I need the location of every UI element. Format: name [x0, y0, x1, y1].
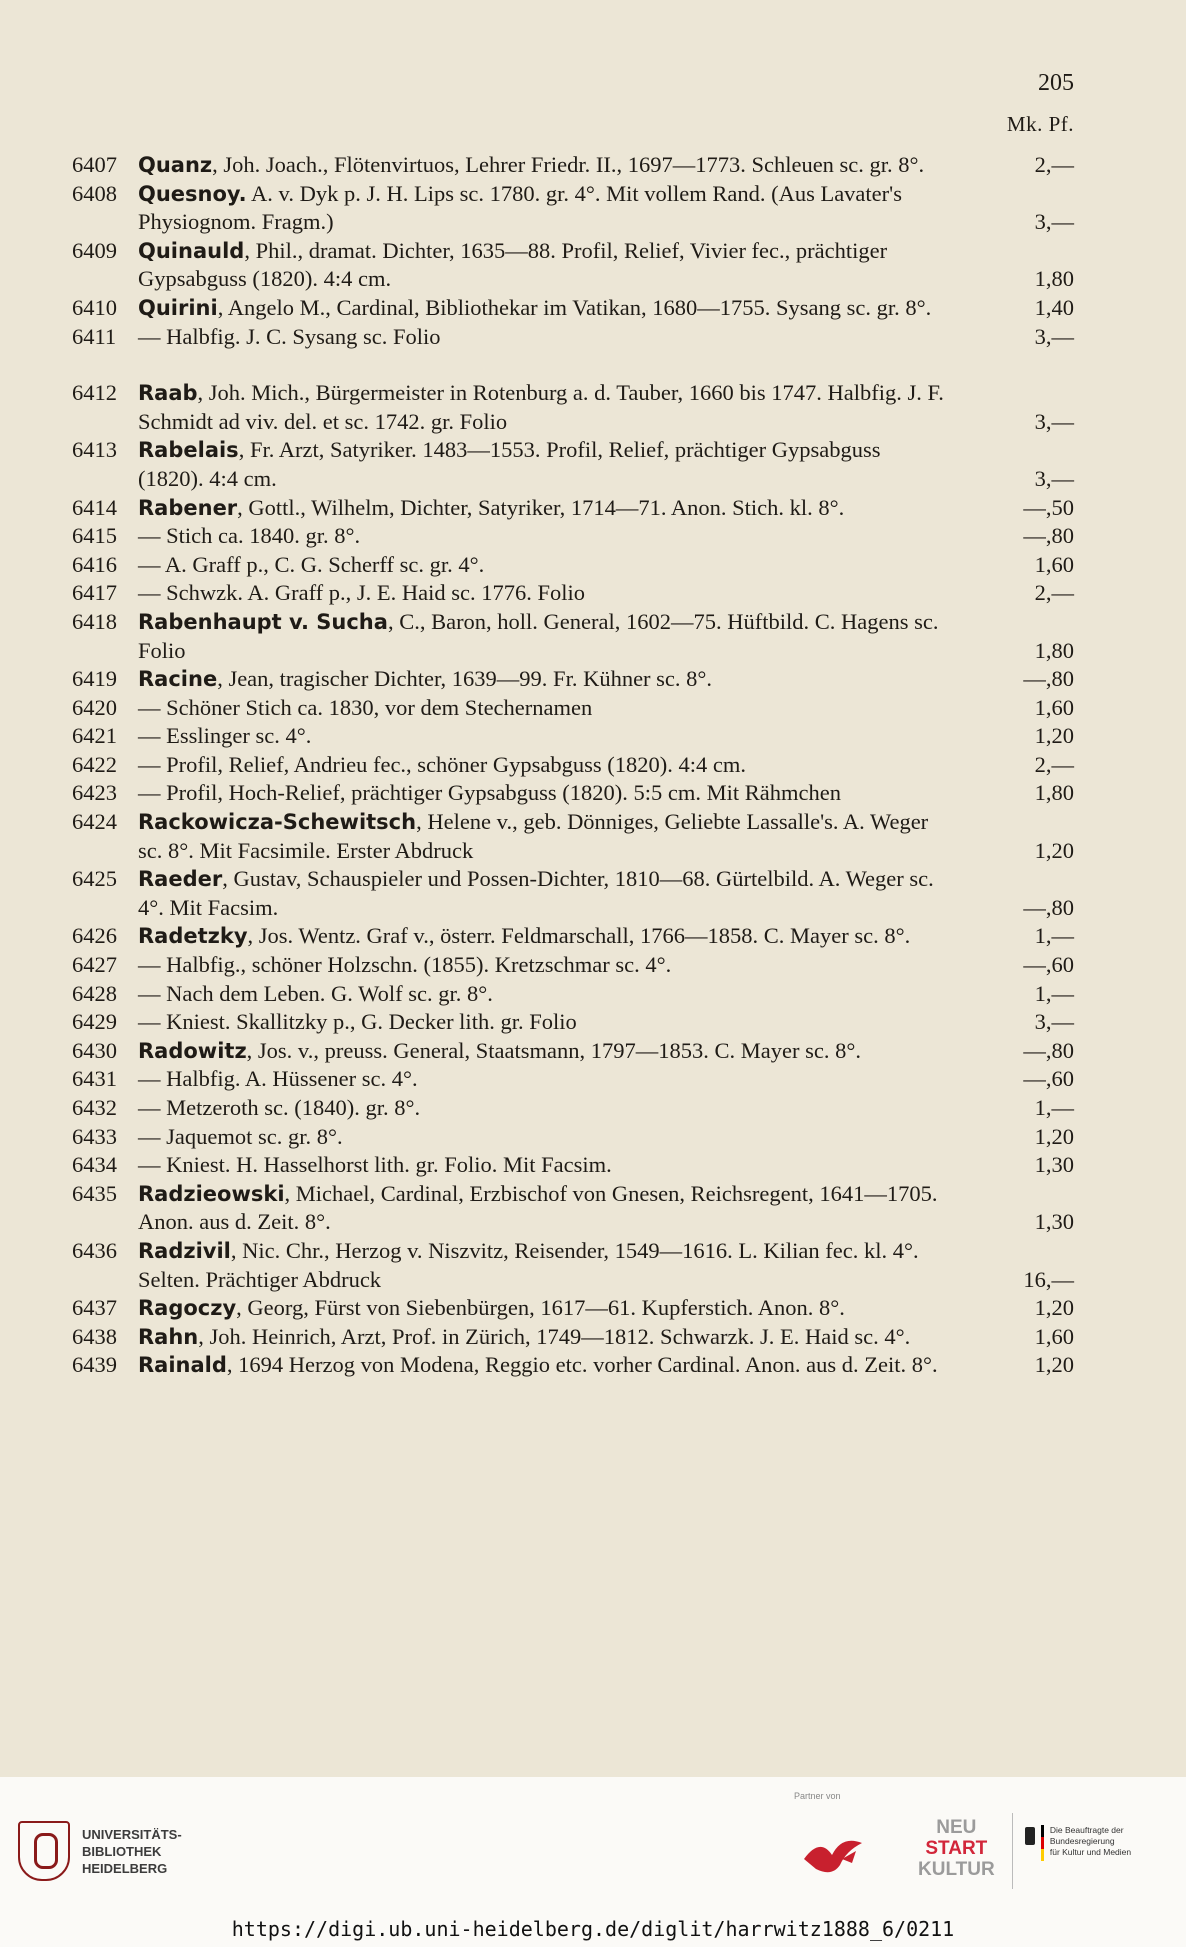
university-library-logo[interactable]: [18, 1821, 182, 1881]
neustart-line2: START: [925, 1838, 988, 1859]
entry-text: , Angelo M., Cardinal, Bibliothekar im Vatikan, 1680—1755. Sysang sc. gr. 8°.: [217, 294, 932, 320]
entry-number: 6426: [72, 923, 117, 949]
catalog-entry: [72, 1237, 1074, 1294]
entry-price: 1,30: [1034, 1209, 1074, 1235]
entry-text: — Profil, Hoch-Relief, prächtiger Gypsabguss (1820). 5:5 cm. Mit Rähmchen: [138, 780, 841, 806]
entry-name: Radzieowski: [138, 1181, 285, 1206]
entry-number: 6412: [72, 380, 117, 406]
entry-number: 6414: [72, 494, 117, 520]
entry-description: [138, 151, 964, 180]
entry-number: 6416: [72, 551, 117, 577]
entry-number: 6430: [72, 1037, 117, 1063]
entry-description: [138, 579, 964, 608]
entry-number: 6435: [72, 1180, 117, 1206]
catalog-entry: [72, 1065, 1074, 1094]
catalog-entry: [72, 1294, 1074, 1323]
entry-number: 6419: [72, 666, 117, 692]
partner-label: Partner von: [794, 1791, 841, 1801]
catalog-entry: [72, 694, 1074, 723]
catalog-entry: [72, 522, 1074, 551]
uni-name-line3: HEIDELBERG: [82, 1860, 168, 1876]
entry-price: 1,80: [1034, 637, 1074, 663]
entry-price: 1,80: [1034, 780, 1074, 806]
entry-name: Rainald: [138, 1353, 227, 1378]
entry-description: [138, 722, 964, 751]
entry-description: [138, 551, 964, 580]
neustart-line1: NEU: [936, 1817, 977, 1838]
entry-text: — Halbfig., schöner Holzschn. (1855). Kretzschmar sc. 4°.: [138, 952, 672, 978]
entry-price: 1,30: [1034, 1152, 1074, 1178]
entry-number: 6421: [72, 723, 117, 749]
catalog-entry: [72, 1323, 1074, 1352]
entry-description: [138, 1037, 964, 1066]
federal-eagle-icon: [1025, 1827, 1035, 1845]
entry-list: [72, 151, 1074, 1380]
entry-number: 6439: [72, 1352, 117, 1378]
catalog-entry: [72, 151, 1074, 180]
entry-number: 6413: [72, 437, 117, 463]
catalog-entry: [72, 922, 1074, 951]
entry-price: —,50: [1023, 494, 1074, 520]
library-seal-icon: [18, 1821, 70, 1881]
entry-number: 6422: [72, 751, 117, 777]
entry-price: 1,—: [1034, 1095, 1074, 1120]
entry-number: 6433: [72, 1123, 117, 1149]
entry-description: [138, 1151, 964, 1180]
entry-text: , Joh. Heinrich, Arzt, Prof. in Zürich, 1749—1812. Schwarzk. J. E. Haid sc. 4°.: [198, 1323, 911, 1349]
entry-number: 6428: [72, 980, 117, 1006]
catalog-entry: [72, 865, 1074, 922]
entry-price: 2,—: [1034, 580, 1074, 606]
entry-number: 6407: [72, 152, 117, 177]
catalog-entry: [72, 237, 1074, 294]
entry-number: 6409: [72, 237, 117, 263]
catalog-entry: [72, 722, 1074, 751]
entry-price: —,80: [1023, 523, 1074, 549]
entry-number: 6434: [72, 1152, 117, 1178]
catalog-entry: [72, 1180, 1074, 1237]
german-flag-icon: [1041, 1825, 1044, 1861]
entry-number: 6429: [72, 1009, 117, 1035]
entry-text: , Gustav, Schauspieler und Possen-Dichter, 1810—68. Gürtelbild. A. Weger sc. 4°. Mit Facsim.: [138, 866, 934, 920]
entry-number: 6425: [72, 866, 117, 892]
catalog-entry: [72, 1151, 1074, 1180]
entry-description: [138, 1094, 964, 1123]
neustart-kultur-logo[interactable]: [918, 1817, 995, 1880]
entry-price: 1,—: [1034, 980, 1074, 1006]
entry-text: — Profil, Relief, Andrieu fec., schöner Gypsabguss (1820). 4:4 cm.: [138, 751, 747, 777]
entry-text: — Esslinger sc. 4°.: [138, 723, 312, 749]
catalog-entry: [72, 808, 1074, 865]
entry-price: 1,60: [1034, 694, 1074, 720]
entry-price: 1,60: [1034, 1323, 1074, 1349]
gov-line1: Die Beauftragte der Bundesregierung: [1049, 1825, 1124, 1846]
uni-name-line2: BIBLIOTHEK: [82, 1843, 162, 1859]
entry-text: , Fr. Arzt, Satyriker. 1483—1553. Profil, Relief, prächtiger Gypsabguss (1820). 4:4 cm.: [138, 437, 881, 491]
entry-number: 6431: [72, 1066, 117, 1092]
entry-number: 6436: [72, 1237, 117, 1263]
entry-number: 6418: [72, 608, 117, 634]
uni-name-line1: UNIVERSITÄTS-: [82, 1826, 182, 1842]
catalog-entry: [72, 1351, 1074, 1380]
entry-description: [138, 1351, 964, 1380]
section-gap: [72, 351, 1074, 379]
entry-name: Quinauld: [138, 238, 245, 263]
entry-text: — Jaquemot sc. gr. 8°.: [138, 1123, 343, 1149]
footer-bar: [0, 1777, 1186, 1947]
entry-description: [138, 323, 964, 352]
entry-text: — Kniest. Skallitzky p., G. Decker lith. gr. Folio: [138, 1009, 577, 1035]
entry-text: — A. Graff p., C. G. Scherff sc. gr. 4°.: [138, 551, 485, 577]
entry-text: , Jos. Wentz. Graf v., österr. Feldmarschall, 1766—1858. C. Mayer sc. 8°.: [247, 923, 911, 949]
entry-number: 6411: [72, 323, 117, 349]
entry-price: 3,—: [1034, 323, 1074, 349]
entry-description: [138, 1065, 964, 1094]
catalog-entry: [72, 579, 1074, 608]
entry-text: , Helene v., geb. Dönniges, Geliebte Lassalle's. A. Weger sc. 8°. Mit Facsimile. Erster Abdruck: [138, 809, 929, 863]
catalog-entry: [72, 294, 1074, 323]
entry-number: 6432: [72, 1095, 117, 1120]
entry-text: A. v. Dyk p. J. H. Lips sc. 1780. gr. 4°. Mit vollem Rand. (Aus Lavater's Physiognom. Fragm.): [138, 180, 902, 235]
entry-description: [138, 1237, 964, 1294]
entry-price: 1,20: [1034, 723, 1074, 749]
gov-line2: für Kultur und Medien: [1049, 1847, 1132, 1857]
entry-description: [138, 522, 964, 551]
entry-description: [138, 1123, 964, 1152]
catalog-entry: [72, 180, 1074, 237]
entry-price: 3,—: [1034, 209, 1074, 235]
entry-text: — Schöner Stich ca. 1830, vor dem Stechernamen: [138, 694, 593, 720]
entry-description: [138, 294, 964, 323]
entry-text: — Halbfig. J. C. Sysang sc. Folio: [138, 323, 441, 349]
entry-name: Radowitz: [138, 1038, 247, 1063]
entry-text: , Jean, tragischer Dichter, 1639—99. Fr. Kühner sc. 8°.: [217, 666, 713, 692]
entry-name: Quanz: [138, 153, 213, 177]
entry-number: 6420: [72, 694, 117, 720]
entry-description: [138, 694, 964, 723]
catalog-entry: [72, 665, 1074, 694]
entry-number: 6415: [72, 523, 117, 549]
source-url[interactable]: https://digi.ub.uni-heidelberg.de/diglit/harrwitz1888_6/0211: [231, 1917, 955, 1941]
entry-description: [138, 1323, 964, 1352]
entry-name: Rabener: [138, 495, 238, 520]
entry-number: 6408: [72, 180, 117, 206]
federal-culture-logo[interactable]: [1012, 1813, 1163, 1889]
entry-name: Radetzky: [138, 924, 248, 949]
entry-text: — Kniest. H. Hasselhorst lith. gr. Folio. Mit Facsim.: [138, 1152, 612, 1178]
entry-price: 3,—: [1034, 1009, 1074, 1035]
entry-text: , Joh. Joach., Flötenvirtuos, Lehrer Friedr. II., 1697—1773. Schleuen sc. gr. 8°.: [212, 152, 925, 177]
catalog-entry: [72, 1037, 1074, 1066]
entry-number: 6427: [72, 952, 117, 978]
entry-price: —,60: [1023, 952, 1074, 978]
entry-price: 1,—: [1034, 923, 1074, 949]
entry-name: Rahn: [138, 1324, 199, 1349]
entry-price: 16,—: [1023, 1266, 1074, 1292]
entry-description: [138, 751, 964, 780]
entry-price: —,60: [1023, 1066, 1074, 1092]
entry-number: 6410: [72, 294, 117, 320]
entry-price: 2,—: [1034, 751, 1074, 777]
entry-description: [138, 951, 964, 980]
entry-number: 6437: [72, 1295, 117, 1321]
entry-name: Rackowicza-Schewitsch: [138, 810, 417, 835]
catalog-entry: [72, 379, 1074, 436]
entry-description: [138, 1180, 964, 1237]
catalog-entry: [72, 1094, 1074, 1123]
entry-text: , Joh. Mich., Bürgermeister in Rotenburg a. d. Tauber, 1660 bis 1747. Halbfig. J. F. Schmidt ad viv. del. et sc. 1742. gr. Folio: [138, 380, 944, 434]
catalog-entry: [72, 436, 1074, 493]
entry-text: , Georg, Fürst von Siebenbürgen, 1617—61. Kupferstich. Anon. 8°.: [236, 1295, 845, 1321]
partner-bird-logo-icon[interactable]: [802, 1829, 866, 1883]
entry-text: — Stich ca. 1840. gr. 8°.: [138, 523, 361, 549]
entry-text: , C., Baron, holl. General, 1602—75. Hüftbild. C. Hagens sc. Folio: [138, 608, 939, 663]
entry-name: Racine: [138, 667, 218, 692]
entry-price: —,80: [1023, 1037, 1074, 1063]
entry-name: Rabelais: [138, 438, 239, 463]
entry-number: 6423: [72, 780, 117, 806]
entry-price: —,80: [1023, 666, 1074, 692]
catalog-entry: [72, 751, 1074, 780]
entry-price: —,80: [1023, 894, 1074, 920]
entry-description: [138, 865, 964, 922]
entry-description: [138, 1294, 964, 1323]
entry-number: 6417: [72, 580, 117, 606]
entry-description: [138, 1008, 964, 1037]
entry-price: 1,20: [1034, 1123, 1074, 1149]
entry-name: Quirini: [138, 295, 218, 320]
entry-name: Rabenhaupt v. Sucha: [138, 609, 388, 634]
entry-price: 2,—: [1034, 152, 1074, 177]
catalog-entry: [72, 1123, 1074, 1152]
catalog-entry: [72, 980, 1074, 1009]
entry-price: 3,—: [1034, 408, 1074, 434]
entry-name: Quesnoy.: [138, 181, 247, 206]
catalog-entry: [72, 608, 1074, 665]
entry-text: — Schwzk. A. Graff p., J. E. Haid sc. 1776. Folio: [138, 580, 586, 606]
entry-price: 3,—: [1034, 465, 1074, 491]
entry-description: [138, 494, 964, 523]
entry-description: [138, 980, 964, 1009]
entry-description: [138, 779, 964, 808]
price-column-header: Mk. Pf.: [1006, 112, 1074, 136]
entry-description: [138, 665, 964, 694]
entry-text: , Jos. v., preuss. General, Staatsmann, 1797—1853. C. Mayer sc. 8°.: [246, 1037, 861, 1063]
entry-text: — Metzeroth sc. (1840). gr. 8°.: [138, 1095, 421, 1120]
entry-description: [138, 808, 964, 865]
catalog-entry: [72, 494, 1074, 523]
entry-name: Radzivil: [138, 1238, 231, 1263]
entry-price: 1,20: [1034, 837, 1074, 863]
catalog-entry: [72, 1008, 1074, 1037]
entry-text: , Michael, Cardinal, Erzbischof von Gnesen, Reichsregent, 1641—1705. Anon. aus d. Zeit. 8°.: [138, 1180, 938, 1235]
entry-price: 1,20: [1034, 1295, 1074, 1321]
catalog-entry: [72, 323, 1074, 352]
entry-price: 1,60: [1034, 551, 1074, 577]
entry-description: [138, 922, 964, 951]
entry-name: Ragoczy: [138, 1296, 237, 1321]
catalog-entry: [72, 551, 1074, 580]
neustart-line3: KULTUR: [918, 1859, 995, 1880]
entry-text: — Halbfig. A. Hüssener sc. 4°.: [138, 1066, 418, 1092]
entry-number: 6438: [72, 1323, 117, 1349]
entry-description: [138, 436, 964, 493]
catalog-entry: [72, 951, 1074, 980]
entry-description: [138, 608, 964, 665]
entry-text: , Nic. Chr., Herzog v. Niszvitz, Reisender, 1549—1616. L. Kilian fec. kl. 4°. Selten. Prächtiger Abdruck: [138, 1237, 919, 1292]
entry-number: 6424: [72, 809, 117, 835]
page-number: 205: [1038, 70, 1074, 96]
entry-description: [138, 237, 964, 294]
entry-price: 1,80: [1034, 266, 1074, 292]
entry-price: 1,40: [1034, 294, 1074, 320]
entry-text: — Nach dem Leben. G. Wolf sc. gr. 8°.: [138, 980, 493, 1006]
entry-description: [138, 379, 964, 436]
entry-text: , 1694 Herzog von Modena, Reggio etc. vorher Cardinal. Anon. aus d. Zeit. 8°.: [226, 1352, 938, 1378]
entry-description: [138, 180, 964, 237]
catalog-entry: [72, 779, 1074, 808]
entry-name: Raeder: [138, 867, 223, 892]
entry-text: , Phil., dramat. Dichter, 1635—88. Profil, Relief, Vivier fec., prächtiger Gypsabguss (1820). 4:4 cm.: [138, 237, 888, 292]
entry-name: Raab: [138, 381, 198, 406]
entry-price: 1,20: [1034, 1352, 1074, 1378]
entry-text: , Gottl., Wilhelm, Dichter, Satyriker, 1714—71. Anon. Stich. kl. 8°.: [237, 494, 845, 520]
